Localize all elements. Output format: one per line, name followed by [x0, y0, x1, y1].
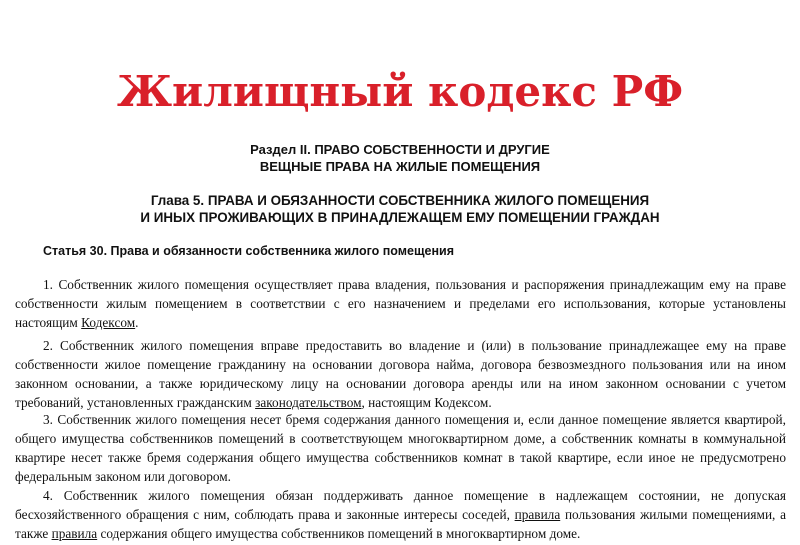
document-title: Жилищный кодекс РФ	[116, 67, 684, 116]
codex-link[interactable]: Кодексом	[81, 315, 136, 330]
paragraph-4	[15, 486, 786, 543]
paragraph-2-text: 2. Собственник жилого помещения вправе предоставить во владение и (или) в пользование принадлежащее ему на праве собственности жилое помещение гражданину на основании договора найма, договора безвозмездного пользования или на ином законном основании, а также юридическому лицу на основании договора аренды или на ином законном основании с учетом требований, установленных гражданским	[15, 338, 786, 410]
paragraph-2	[15, 336, 786, 412]
chapter-heading-line-1: Глава 5. ПРАВА И ОБЯЗАННОСТИ СОБСТВЕННИКА ЖИЛОГО ПОМЕЩЕНИЯ	[150, 193, 650, 208]
maintenance-rules-link[interactable]: правила	[51, 526, 98, 541]
paragraph-3	[15, 410, 786, 486]
section-heading-line-2: ВЕЩНЫЕ ПРАВА НА ЖИЛЫЕ ПОМЕЩЕНИЯ	[259, 159, 541, 174]
legislation-link[interactable]: законодательством	[255, 395, 362, 410]
section-heading	[0, 141, 800, 175]
chapter-heading	[0, 192, 800, 226]
paragraph-2-end: , настоящим Кодексом.	[361, 395, 492, 410]
usage-rules-link[interactable]: правила	[514, 507, 561, 522]
paragraph-1-text: 1. Собственник жилого помещения осуществляет права владения, пользования и распоряжения принадлежащим ему на праве собственности жилым помещением в соответствии с его назначением и пределами его использования, которые установлены настоящим	[15, 277, 786, 330]
paragraph-4-end: содержания общего имущества собственников помещений в многоквартирном доме.	[97, 526, 581, 541]
paragraph-1	[15, 275, 786, 332]
paragraph-4-middle: пользования жилыми помещениями, а также	[15, 507, 786, 541]
chapter-heading-line-2: И ИНЫХ ПРОЖИВАЮЩИХ В ПРИНАДЛЕЖАЩЕМ ЕМУ ПОМЕЩЕНИИ ГРАЖДАН	[140, 210, 660, 225]
paragraph-3-text: 3. Собственник жилого помещения несет бремя содержания данного помещения и, если данное помещение является квартирой, общего имущества собственников помещений в соответствующем многоквартирном доме, а собственник комнаты в коммунальной квартире несет также бремя содержания общего имущества собственников комнат в такой квартире, если иное не предусмотрено федеральным законом или договором.	[15, 412, 786, 484]
section-heading-line-1: Раздел II. ПРАВО СОБСТВЕННОСТИ И ДРУГИЕ	[250, 142, 550, 157]
article-title: Статья 30. Права и обязанности собственника жилого помещения	[43, 244, 454, 258]
paragraph-4-text: 4. Собственник жилого помещения обязан поддерживать данное помещение в надлежащем состоянии, не допуская бесхозяйственного обращения с ним, соблюдать права и законные интересы соседей,	[15, 488, 786, 522]
paragraph-1-end: .	[135, 315, 139, 330]
